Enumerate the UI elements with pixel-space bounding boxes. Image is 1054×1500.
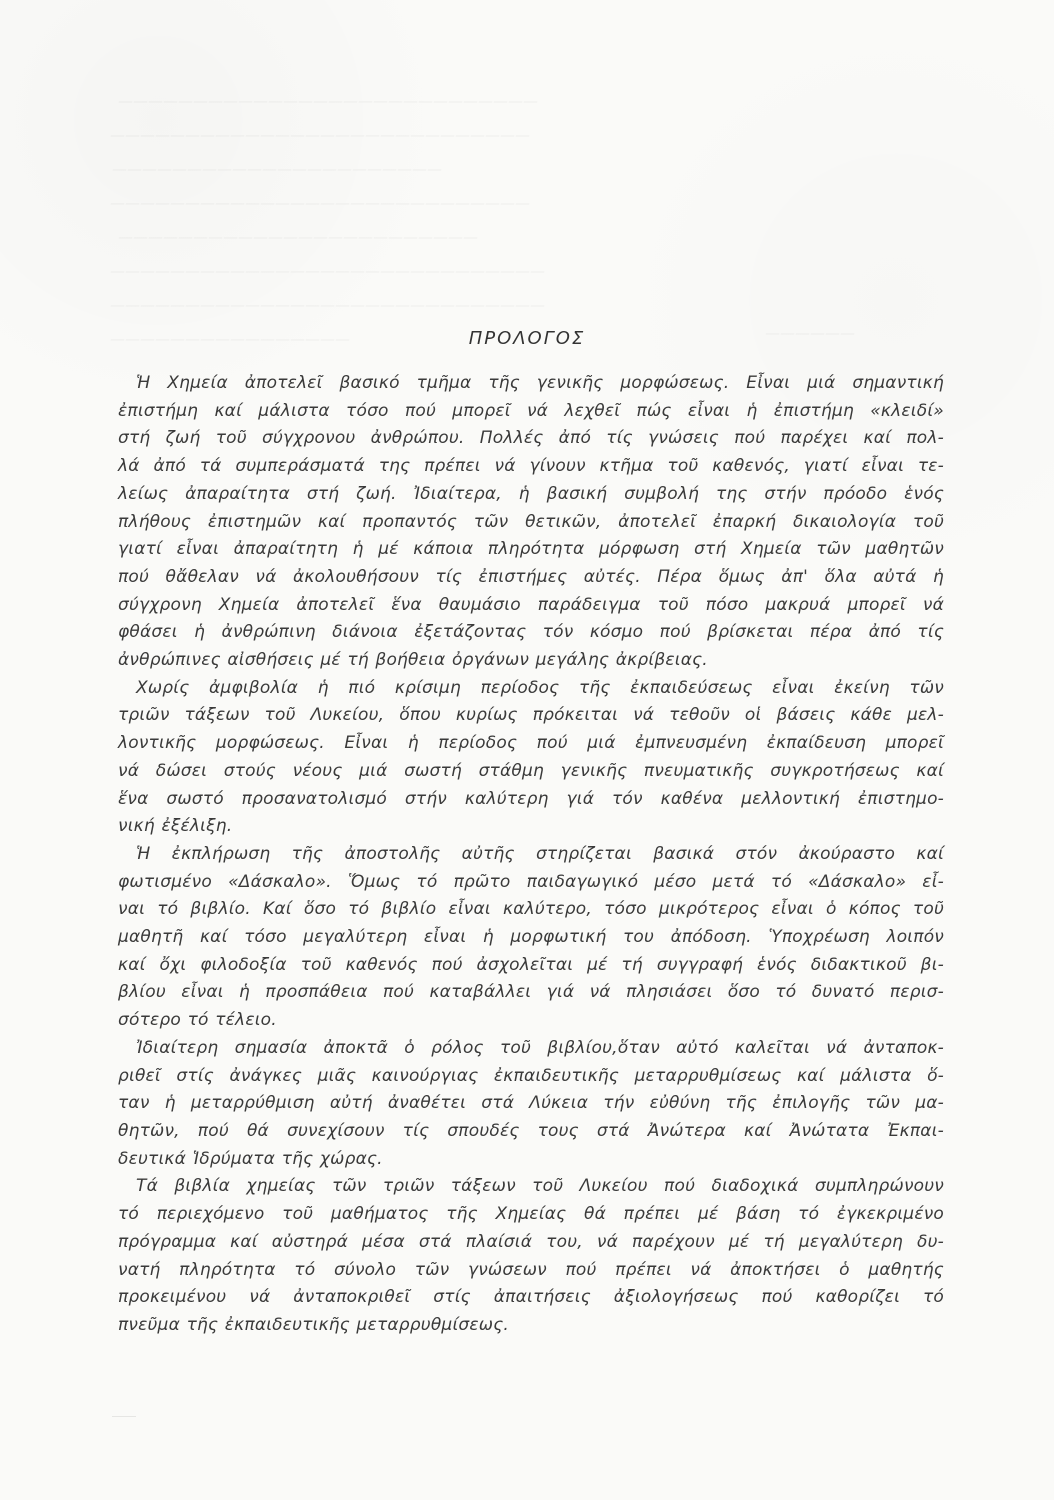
show-through-text bbox=[110, 84, 930, 356]
page-title: ΠΡΟΛΟΓΟΣ bbox=[468, 328, 586, 349]
text-line: πρόγραμμα καί αὐστηρά μέσα στά πλαίσιά του, νά παρέχουν μέ τή μεγαλύτερη δυ- bbox=[118, 1231, 944, 1252]
text-line: φθάσει ἡ ἀνθρώπινη διάνοια ἐξετάζοντας τόν κόσμο πού βρίσκεται πέρα ἀπό τίς bbox=[118, 622, 944, 643]
text-line: φωτισμένο «Δάσκαλο». Ὅμως τό πρῶτο παιδαγωγικό μέσο μετά τό «Δάσκαλο» εἶ- bbox=[118, 871, 944, 892]
text-line: σύγχρονη Χημεία ἀποτελεῖ ἕνα θαυμάσιο παράδειγμα τοῦ πόσο μακρυά μπορεῖ νά bbox=[118, 594, 944, 615]
text-line: ναι τό βιβλίο. Καί ὅσο τό βιβλίο εἶναι καλύτερο, τόσο μικρότερος εἶναι ὁ κόπος τοῦ bbox=[118, 899, 944, 920]
text-line: τριῶν τάξεων τοῦ Λυκείου, ὅπου κυρίως πρόκειται νά τεθοῦν οἱ βάσεις κάθε μελ- bbox=[118, 705, 944, 726]
document-body bbox=[118, 370, 944, 1340]
text-line: Χωρίς ἀμφιβολία ἡ πιό κρίσιμη περίοδος τῆς ἐκπαιδεύσεως εἶναι ἐκείνη τῶν bbox=[136, 677, 944, 698]
text-line: βλίου εἶναι ἡ προσπάθεια πού καταβάλλει γιά νά πλησιάσει ὅσο τό δυνατό περισ- bbox=[118, 982, 944, 1003]
text-line: Ἰδιαίτερη σημασία ἀποκτᾶ ὁ ρόλος τοῦ βιβλίου,ὅταν αὐτό καλεῖται νά ἀνταποκ- bbox=[136, 1037, 944, 1058]
show-through-line bbox=[110, 254, 820, 288]
text-line: ἐπιστήμη καί μάλιστα τόσο πού μπορεῖ νά λεχθεῖ πώς εἶναι ἡ ἐπιστήμη «κλειδί» bbox=[118, 400, 944, 421]
show-through-line bbox=[118, 84, 818, 118]
paragraph-5 bbox=[118, 1173, 944, 1339]
show-through-line bbox=[110, 118, 800, 152]
text-line: ἕνα σωστό προσανατολισμό στήν καλύτερη γιά τόν καθένα μελλοντική ἐπιστημο- bbox=[118, 788, 944, 809]
text-line: λείως ἀπαραίτητα στή ζωή. Ἰδιαίτερα, ἡ βασική συμβολή της στήν πρόοδο ἑνός bbox=[118, 483, 944, 504]
text-line: δευτικά Ἱδρύματα τῆς χώρας. bbox=[118, 1148, 383, 1169]
faint-page-mark bbox=[112, 1416, 136, 1417]
text-line: προκειμένου νά ἀνταποκριθεῖ στίς ἀπαιτήσεις ἀξιολογήσεως πού καθορίζει τό bbox=[118, 1287, 944, 1308]
paragraph-3 bbox=[118, 841, 944, 1035]
text-line: Ἡ Χημεία ἀποτελεῖ βασικό τμῆμα τῆς γενικῆς μορφώσεως. Εἶναι μιά σημαντική bbox=[136, 373, 944, 393]
text-line: νική ἐξέλιξη. bbox=[118, 816, 233, 837]
text-line: τό περιεχόμενο τοῦ μαθήματος τῆς Χημείας θά πρέπει μέ βάση τό ἐγκεκριμένο bbox=[118, 1204, 944, 1225]
text-line: σότερο τό τέλειο. bbox=[118, 1010, 277, 1031]
text-line: Τά βιβλία χημείας τῶν τριῶν τάξεων τοῦ Λυκείου πού διαδοχικά συμπληρώνουν bbox=[136, 1176, 944, 1197]
text-line: ριθεῖ στίς ἀνάγκες μιᾶς καινούργιας ἐκπαιδευτικῆς μεταρρυθμίσεως καί μάλιστα ὅ- bbox=[118, 1065, 944, 1086]
text-line: λοντικῆς μορφώσεως. Εἶναι ἡ περίοδος πού μιά ἐμπνευσμένη ἐκπαίδευση μπορεῖ bbox=[118, 733, 944, 754]
text-line: στή ζωή τοῦ σύγχρονου ἀνθρώπου. Πολλές ἀπό τίς γνώσεις πού παρέχει καί πολ- bbox=[118, 428, 944, 449]
paragraph-1 bbox=[118, 370, 944, 675]
text-line: λά ἀπό τά συμπεράσματά της πρέπει νά γίνουν κτῆμα τοῦ καθενός, γιατί εἶναι τε- bbox=[118, 456, 944, 477]
text-line: πλήθους ἐπιστημῶν καί προπαντός τῶν θετικῶν, ἀποτελεῖ ἐπαρκή δικαιολογία τοῦ bbox=[118, 511, 944, 532]
text-line: πνεῦμα τῆς ἐκπαιδευτικῆς μεταρρυθμίσεως. bbox=[118, 1314, 509, 1335]
text-line: ταν ἡ μεταρρύθμιση αὐτή ἀναθέτει στά Λύκεια τήν εὐθύνη τῆς ἐπιλογῆς τῶν μα- bbox=[118, 1093, 944, 1114]
text-line: ἀνθρώπινες αἰσθήσεις μέ τή βοήθεια ὀργάνων μεγάλης ἀκρίβειας. bbox=[118, 650, 708, 671]
show-through-line bbox=[110, 288, 830, 322]
text-line: πού θἄθελαν νά ἀκολουθήσουν τίς ἐπιστήμες αὐτές. Πέρα ὅμως ἀπ' ὅλα αὐτά ἡ bbox=[118, 566, 944, 587]
text-line: γιατί εἶναι ἀπαραίτητη ἡ μέ κάποια πληρότητα μόρφωση στή Χημεία τῶν μαθητῶν bbox=[118, 539, 944, 560]
show-through-line bbox=[118, 220, 718, 254]
show-through-line bbox=[110, 186, 810, 220]
text-line: νά δώσει στούς νέους μιά σωστή στάθμη γενικῆς πνευματικῆς συγκροτήσεως καί bbox=[118, 760, 944, 781]
paragraph-2 bbox=[118, 675, 944, 841]
show-through-line bbox=[112, 152, 632, 186]
text-line: θητῶν, πού θά συνεχίσουν τίς σπουδές τους στά Ἀνώτερα καί Ἀνώτατα Ἐκπαι- bbox=[118, 1120, 944, 1141]
paragraph-4 bbox=[118, 1035, 944, 1174]
text-line: καί ὄχι φιλοδοξία τοῦ καθενός πού ἀσχολεῖται μέ τή συγγραφή ἑνός διδακτικοῦ βι- bbox=[118, 954, 944, 975]
text-line: νατή πληρότητα τό σύνολο τῶν γνώσεων πού πρέπει νά ἀποκτήσει ὁ μαθητής bbox=[118, 1259, 944, 1280]
text-line: μαθητῆ καί τόσο μεγαλύτερη εἶναι ἡ μορφωτική του ἀπόδοση. Ὑποχρέωση λοιπόν bbox=[118, 927, 944, 948]
text-line: Ἡ ἐκπλήρωση τῆς ἀποστολῆς αὐτῆς στηρίζεται βασικά στόν ἀκούραστο καί bbox=[136, 843, 944, 864]
